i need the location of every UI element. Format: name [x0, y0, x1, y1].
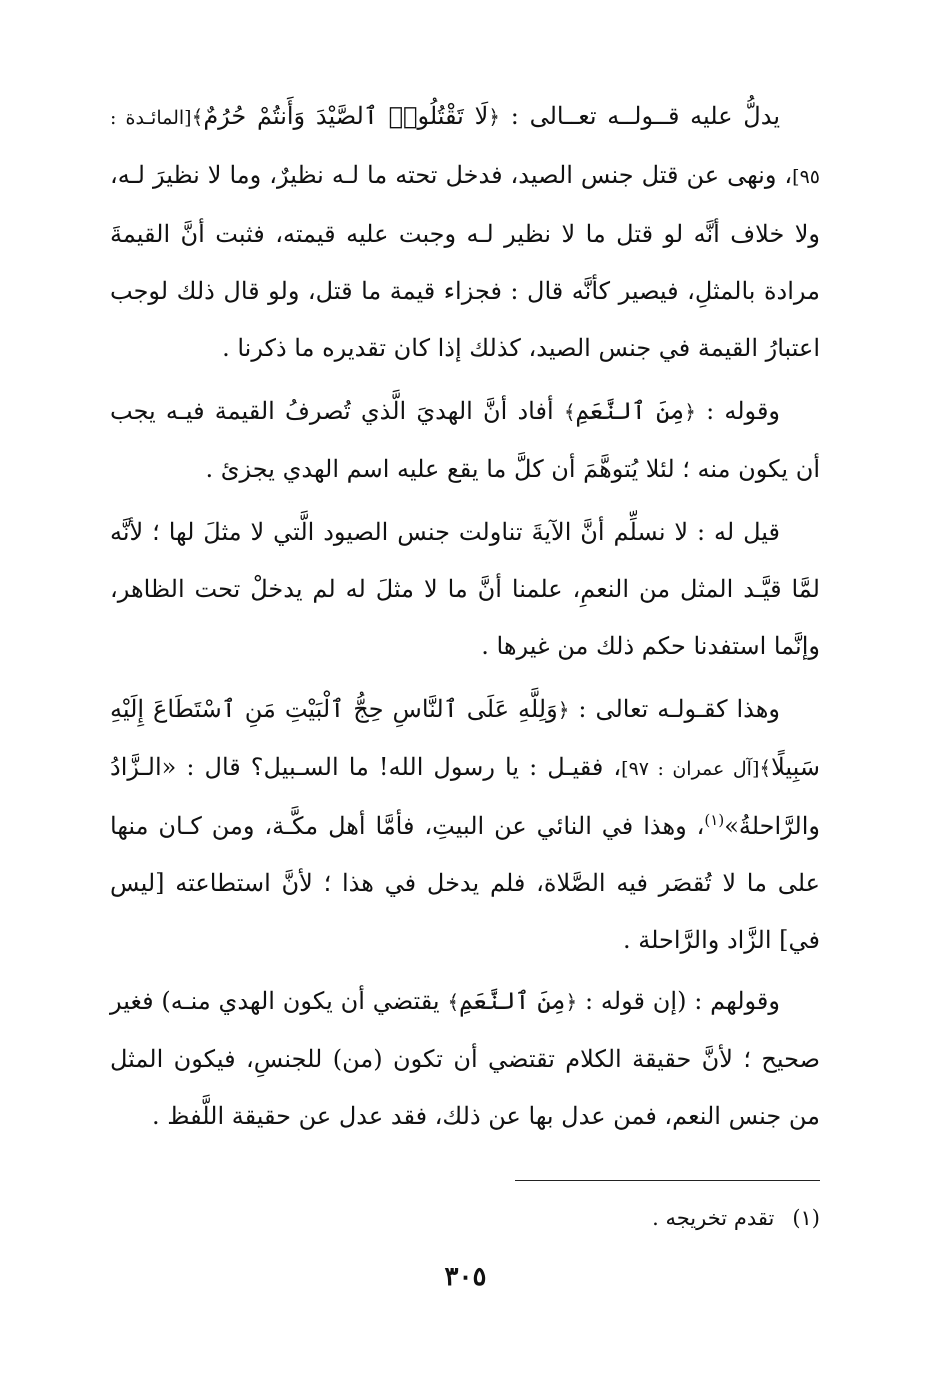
footnote-marker: (١) — [704, 811, 725, 829]
text-segment: ، فقيـل : يا رسول الله! ما السـبيل؟ قال : «الـزَّادُ والرَّاحلةُ» — [110, 753, 820, 840]
verse-reference: [آل عمران : ٩٧] — [621, 758, 760, 780]
paragraph-5 — [110, 973, 820, 1145]
footnote-number: (١) — [792, 1206, 820, 1230]
paragraph-3 — [110, 504, 820, 675]
text-segment: قيل له : لا نسلِّم أنَّ الآيةَ تناولت جنس الصيود الَّتي لا مثلَ لها ؛ لأنَّه لمَّا قيَّـد المثل من النعمِ، علمنا أنَّ ما لا مثلَ له لم يدخلْ تحت الظاهر، وإنَّما استفدنا حكم ذلك من غيرها . — [110, 518, 820, 660]
text-segment: أفاد أنَّ الهديَ الَّذي تُصرفُ القيمة فيـه يجب أن يكون منه ؛ لئلا يُتوهَّمَ أن كلَّ ما يقع عليه اسم الهدي يجزئ . — [110, 397, 820, 483]
text-segment: يقتضي أن يكون الهدي منـه) فغير صحيح ؛ لأنَّ حقيقة الكلام تقتضي أن تكون (من) للجنسِ، فيكون المثل من جنس النعم، فمن عدل بها عن ذلك، فقد عدل عن حقيقة اللَّفظ . — [110, 987, 820, 1130]
footnote-divider — [515, 1180, 820, 1181]
text-segment: وهذا كقـولـه تعالى : — [569, 695, 780, 723]
quran-verse: لَا تَقْتُلُوا۟ ٱلصَّيْدَ وَأَنتُمْ حُرُمٌ — [203, 102, 489, 130]
footnote-text: تقدم تخريجه . — [652, 1206, 775, 1230]
paragraph-1 — [110, 88, 820, 377]
footnotes — [110, 1198, 820, 1238]
quran-verse: مِنَ ٱلنَّعَمِ — [575, 397, 685, 425]
quran-bracket-open: ﴿ — [557, 698, 570, 722]
footnote-item — [110, 1198, 820, 1238]
quran-bracket-open: ﴿ — [488, 105, 500, 129]
quran-verse: مِنَ ٱلنَّعَمِ — [459, 987, 566, 1015]
quran-bracket-close: ﴾ — [191, 105, 204, 129]
quran-bracket-open: ﴿ — [565, 990, 578, 1014]
text-segment: وقولهم : (إن قوله : — [577, 987, 780, 1015]
text-segment: يدلُّ عليه قــولــه تعــالى : — [500, 102, 780, 130]
text-segment: ، ونهى عن قتل جنس الصيد، فدخل تحته ما لـه نظيرٌ، وما لا نظيرَ لـه، ولا خلاف أنَّه لو قتل ما لا نظير لـه وجبت عليه قيمته، فثبت أنَّ القيمةَ مرادة بالمثلِ، فيصير كأنَّه قال : فجزاء قيمة ما قتل، ولو قال ذلك لوجب اعتبارُ القيمة في جنس الصيد، كذلك إذا كان تقديره ما ذكرنا . — [110, 161, 820, 362]
text-segment: ، وهذا في النائي عن البيتِ، فأمَّا أهل مكَّـة، ومن كـان منها على ما لا تُقصَر فيه الصَّلاة، فلم يدخل في هذا ؛ لأنَّ استطاعته [ليس في] الزَّاد والرَّاحلة . — [110, 812, 820, 954]
main-text — [110, 88, 820, 1151]
text-segment: وقوله : — [695, 397, 781, 425]
quran-bracket-close: ﴾ — [759, 756, 772, 780]
quran-bracket-close: ﴾ — [563, 400, 576, 424]
verse-reference: [المائـدة : ٩٥] — [110, 107, 820, 188]
quran-bracket-close: ﴾ — [447, 990, 460, 1014]
quran-verse: وَلِلَّهِ عَلَى ٱلنَّاسِ حِجُّ ٱلْبَيْتِ مَنِ ٱسْتَطَاعَ إِلَيْهِ سَبِيلًا — [110, 695, 820, 781]
paragraph-4 — [110, 681, 820, 969]
paragraph-2 — [110, 383, 820, 498]
quran-bracket-open: ﴿ — [684, 400, 696, 424]
page-number: ٣٠٥ — [444, 1262, 487, 1292]
